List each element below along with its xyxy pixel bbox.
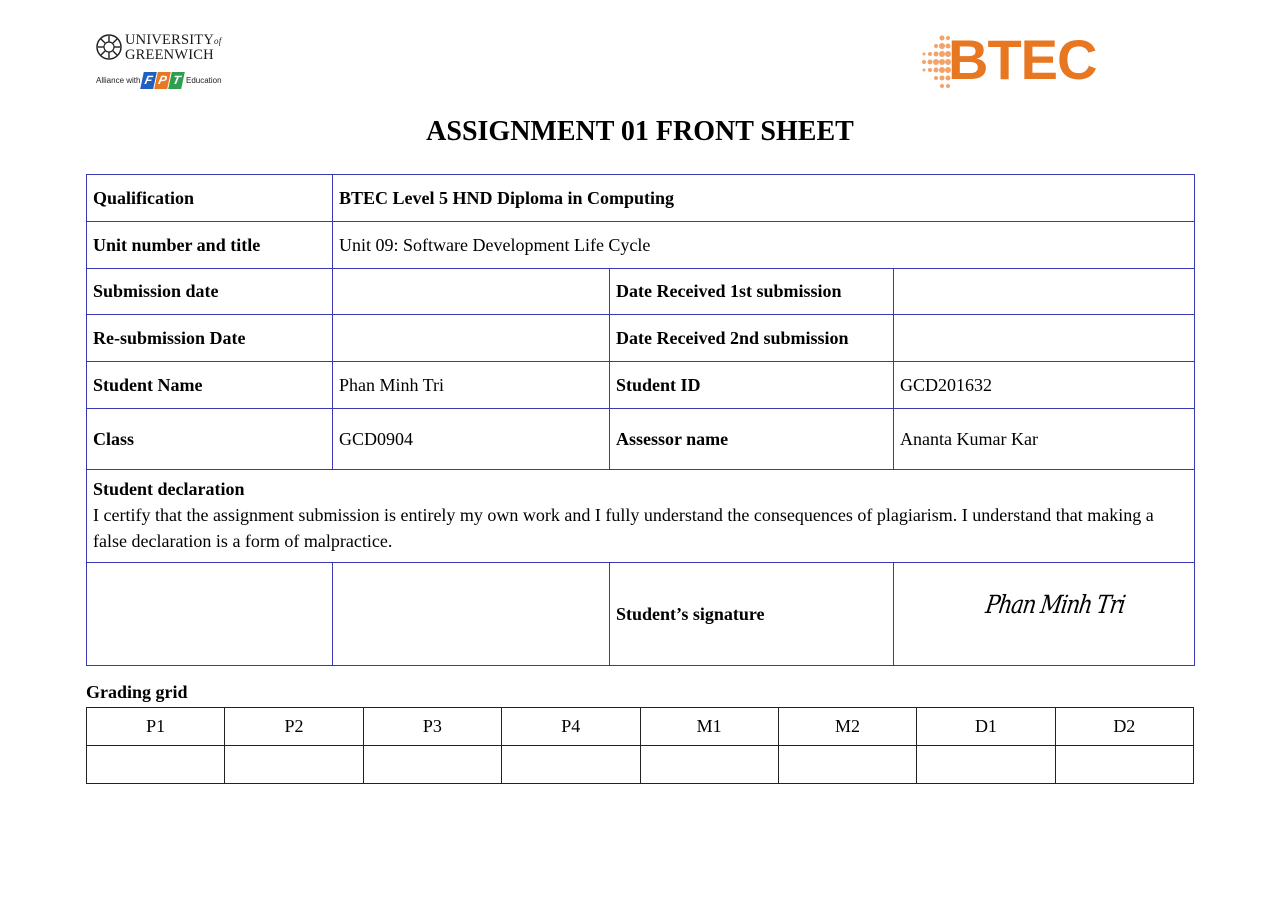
grade-header-p3: P3 [363, 708, 501, 746]
education-text: Education [186, 76, 222, 85]
student-name-value: Phan Minh Tri [333, 362, 610, 409]
qualification-label: Qualification [87, 175, 333, 222]
date-received-2-value [894, 315, 1195, 362]
student-name-row [87, 362, 1195, 409]
grade-header-m2: M2 [778, 708, 916, 746]
btec-logo [916, 30, 1106, 94]
grade-value-m2 [778, 746, 916, 784]
fpt-logo [142, 72, 183, 89]
grading-value-row [87, 746, 1194, 784]
grade-value-p3 [363, 746, 501, 784]
grade-value-d2 [1055, 746, 1193, 784]
university-of-greenwich-logo [94, 32, 224, 100]
declaration-row [87, 470, 1195, 563]
grading-grid-label: Grading grid [86, 682, 188, 702]
signature-label: Student’s signature [610, 563, 894, 666]
student-id-value: GCD201632 [894, 362, 1195, 409]
class-label: Class [87, 409, 333, 470]
btec-wordmark: BTEC [948, 28, 1097, 91]
university-name: UNIVERSITYof GREENWICH [125, 32, 222, 63]
page-title: ASSIGNMENT 01 FRONT SHEET [426, 116, 854, 147]
student-name-label: Student Name [87, 362, 333, 409]
grade-header-p4: P4 [502, 708, 640, 746]
declaration-heading: Student declaration [93, 479, 245, 499]
unit-label: Unit number and title [87, 222, 333, 269]
grade-header-d1: D1 [917, 708, 1055, 746]
unit-row [87, 222, 1195, 269]
grade-value-p2 [225, 746, 363, 784]
signature-cell [894, 563, 1195, 666]
qualification-value: BTEC Level 5 HND Diploma in Computing [333, 175, 1195, 222]
submission-date-value [333, 269, 610, 315]
grading-header-row [87, 708, 1194, 746]
assessor-value: Ananta Kumar Kar [894, 409, 1195, 470]
grade-header-p2: P2 [225, 708, 363, 746]
fpt-letter-f: F [140, 72, 157, 89]
grade-value-m1 [640, 746, 778, 784]
grade-header-d2: D2 [1055, 708, 1193, 746]
fpt-letter-t: T [168, 72, 185, 89]
student-signature: Phan Minh Tri [983, 589, 1127, 619]
qualification-row [87, 175, 1195, 222]
fpt-letter-p: P [154, 72, 171, 89]
grade-header-p1: P1 [87, 708, 225, 746]
grade-value-p4 [502, 746, 640, 784]
student-id-label: Student ID [610, 362, 894, 409]
unit-value: Unit 09: Software Development Life Cycle [333, 222, 1195, 269]
empty-cell-1 [87, 563, 333, 666]
signature-row [87, 563, 1195, 666]
declaration-text: I certify that the assignment submission is entirely my own work and I fully understand the consequences of plagiarism. I understand that making a false declaration is a form of malpractice. [93, 505, 1154, 551]
class-value: GCD0904 [333, 409, 610, 470]
alliance-text: Alliance with [96, 76, 141, 85]
student-declaration [87, 470, 1195, 563]
resubmission-label: Re-submission Date [87, 315, 333, 362]
class-row [87, 409, 1195, 470]
empty-cell-2 [333, 563, 610, 666]
date-received-2-label: Date Received 2nd submission [610, 315, 894, 362]
front-sheet-table [86, 174, 1195, 666]
submission-date-label: Submission date [87, 269, 333, 315]
grade-header-m1: M1 [640, 708, 778, 746]
date-received-1-value [894, 269, 1195, 315]
crest-icon [96, 34, 122, 60]
grade-value-d1 [917, 746, 1055, 784]
resubmission-value [333, 315, 610, 362]
grade-value-p1 [87, 746, 225, 784]
resubmission-row [87, 315, 1195, 362]
assessor-label: Assessor name [610, 409, 894, 470]
date-received-1-label: Date Received 1st submission [610, 269, 894, 315]
submission-date-row [87, 269, 1195, 315]
grading-grid [86, 707, 1194, 784]
